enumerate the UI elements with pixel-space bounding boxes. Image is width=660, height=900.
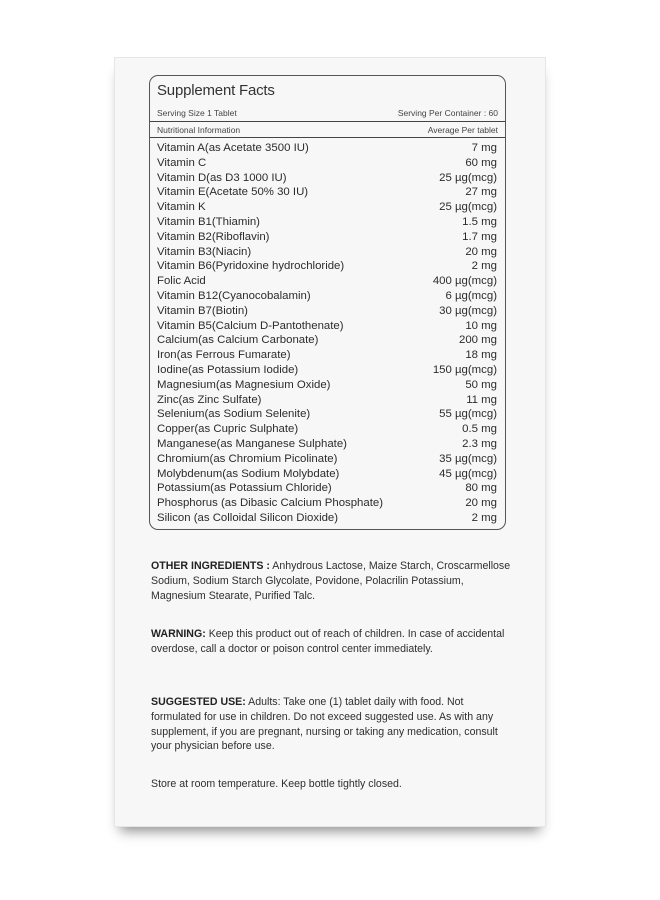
divider-line: [150, 121, 505, 122]
nutrient-amount: 10 mg: [465, 319, 497, 332]
nutrient-amount: 60 mg: [465, 156, 497, 169]
average-per-tablet-header: Average Per tablet: [427, 125, 498, 135]
other-ingredients-label: OTHER INGREDIENTS :: [151, 560, 270, 572]
nutrient-name: Vitamin B7(Biotin): [157, 304, 248, 317]
nutrient-name: Folic Acid: [157, 275, 206, 288]
nutrient-row: [157, 437, 497, 452]
nutrient-name: Molybdenum(as Sodium Molybdate): [157, 467, 340, 480]
warning-label: WARNING:: [151, 628, 206, 640]
nutrient-row: [157, 171, 497, 186]
nutrient-row: [157, 481, 497, 496]
nutrient-row: [157, 289, 497, 304]
nutrient-row: [157, 348, 497, 363]
nutrient-name: Vitamin C: [157, 156, 207, 169]
nutrient-amount: 55 µg(mcg): [439, 408, 497, 421]
nutrient-amount: 2.3 mg: [462, 437, 497, 450]
nutrient-row: [157, 304, 497, 319]
nutrient-amount: 25 µg(mcg): [439, 201, 497, 214]
nutrient-row: [157, 363, 497, 378]
serving-size: Serving Size 1 Tablet: [157, 108, 237, 118]
warning-text: Keep this product out of reach of children. In case of accidental overdose, call a doctor or poison control center immediately.: [151, 628, 505, 655]
nutrient-amount: 20 mg: [465, 497, 497, 510]
nutrient-name: Zinc(as Zinc Sulfate): [157, 393, 262, 406]
nutrient-row: [157, 378, 497, 393]
nutrient-name: Selenium(as Sodium Selenite): [157, 408, 311, 421]
nutrient-name: Vitamin B3(Niacin): [157, 245, 252, 258]
nutrient-name: Manganese(as Manganese Sulphate): [157, 437, 347, 450]
nutrient-name: Silicon (as Colloidal Silicon Dioxide): [157, 511, 339, 524]
storage-instructions: Store at room temperature. Keep bottle tightly closed.: [151, 778, 402, 790]
suggested-use-text: Adults: Take one (1) tablet daily with food. Not formulated for use in children. Do not exceed suggested use. As with any supplement, if you are pregnant, nursing or taking any medication, consult your physician before use.: [151, 696, 498, 753]
nutrient-amount: 1.7 mg: [462, 230, 497, 243]
suggested-use-section: [151, 695, 513, 754]
nutrient-amount: 30 µg(mcg): [439, 304, 497, 317]
nutrient-row: [157, 319, 497, 334]
nutrient-row: [157, 452, 497, 467]
nutrient-amount: 50 mg: [465, 378, 497, 391]
nutrient-amount: 400 µg(mcg): [432, 275, 497, 288]
nutrient-name: Vitamin B1(Thiamin): [157, 215, 260, 228]
nutrient-row: [157, 496, 497, 511]
nutrient-amount: 1.5 mg: [462, 215, 497, 228]
nutrient-row: [157, 200, 497, 215]
nutrient-amount: 150 µg(mcg): [432, 363, 497, 376]
nutrient-amount: 6 µg(mcg): [445, 289, 497, 302]
nutrient-name: Potassium(as Potassium Chloride): [157, 482, 332, 495]
nutrient-row: [157, 333, 497, 348]
nutrient-list: [157, 141, 497, 526]
facts-title: Supplement Facts: [157, 82, 275, 99]
nutrient-amount: 200 mg: [459, 334, 497, 347]
nutrient-name: Vitamin B12(Cyanocobalamin): [157, 289, 311, 302]
supplement-facts-panel: [149, 75, 506, 530]
nutritional-information-header: Nutritional Information: [157, 125, 241, 135]
nutrient-row: [157, 407, 497, 422]
nutrient-amount: 7 mg: [471, 142, 497, 154]
nutrient-name: Vitamin E(Acetate 50% 30 IU): [157, 186, 309, 199]
nutrient-amount: 45 µg(mcg): [439, 467, 497, 480]
nutrient-name: Copper(as Cupric Sulphate): [157, 423, 299, 436]
nutrient-name: Phosphorus (as Dibasic Calcium Phosphate): [157, 497, 384, 510]
nutrient-row: [157, 393, 497, 408]
nutrient-amount: 2 mg: [471, 511, 497, 524]
nutrient-row: [157, 141, 497, 156]
serving-info-row: [157, 108, 498, 118]
nutrient-amount: 0.5 mg: [462, 423, 497, 436]
nutrient-amount: 20 mg: [465, 245, 497, 258]
nutrient-name: Vitamin K: [157, 201, 206, 214]
nutrient-row: [157, 511, 497, 526]
nutrient-name: Magnesium(as Magnesium Oxide): [157, 378, 331, 391]
divider-line: [150, 137, 505, 138]
nutrient-amount: 18 mg: [465, 349, 497, 362]
nutrient-row: [157, 245, 497, 260]
nutrient-name: Calcium(as Calcium Carbonate): [157, 334, 319, 347]
other-ingredients-section: [151, 559, 513, 603]
nutrient-row: [157, 156, 497, 171]
nutrient-name: Vitamin B6(Pyridoxine hydrochloride): [157, 260, 345, 273]
nutrient-row: [157, 230, 497, 245]
nutrient-name: Iodine(as Potassium Iodide): [157, 363, 299, 376]
other-ingredients-text: Anhydrous Lactose, Maize Starch, Croscarmellose Sodium, Sodium Starch Glycolate, Povidone, Polacrilin Potassium, Magnesium Stearate, Purified Talc.: [151, 560, 511, 602]
nutrient-amount: 35 µg(mcg): [439, 452, 497, 465]
nutrient-amount: 25 µg(mcg): [439, 171, 497, 184]
nutrient-row: [157, 259, 497, 274]
nutrient-row: [157, 274, 497, 289]
nutrient-row: [157, 185, 497, 200]
warning-section: [151, 627, 513, 657]
nutrient-row: [157, 215, 497, 230]
nutrient-name: Chromium(as Chromium Picolinate): [157, 452, 338, 465]
nutrient-amount: 80 mg: [465, 482, 497, 495]
nutrient-name: Vitamin B2(Riboflavin): [157, 230, 270, 243]
nutrient-row: [157, 467, 497, 482]
nutrient-row: [157, 422, 497, 437]
nutrient-name: Vitamin D(as D3 1000 IU): [157, 171, 287, 184]
table-header-row: [157, 125, 498, 135]
nutrient-name: Vitamin B5(Calcium D-Pantothenate): [157, 319, 344, 332]
suggested-use-label: SUGGESTED USE:: [151, 696, 246, 708]
nutrient-amount: 27 mg: [465, 186, 497, 199]
servings-per-container: Serving Per Container : 60: [397, 108, 498, 118]
nutrient-amount: 2 mg: [471, 260, 497, 273]
nutrient-amount: 11 mg: [466, 393, 497, 406]
nutrient-name: Iron(as Ferrous Fumarate): [157, 349, 291, 362]
nutrient-name: Vitamin A(as Acetate 3500 IU): [157, 142, 309, 154]
